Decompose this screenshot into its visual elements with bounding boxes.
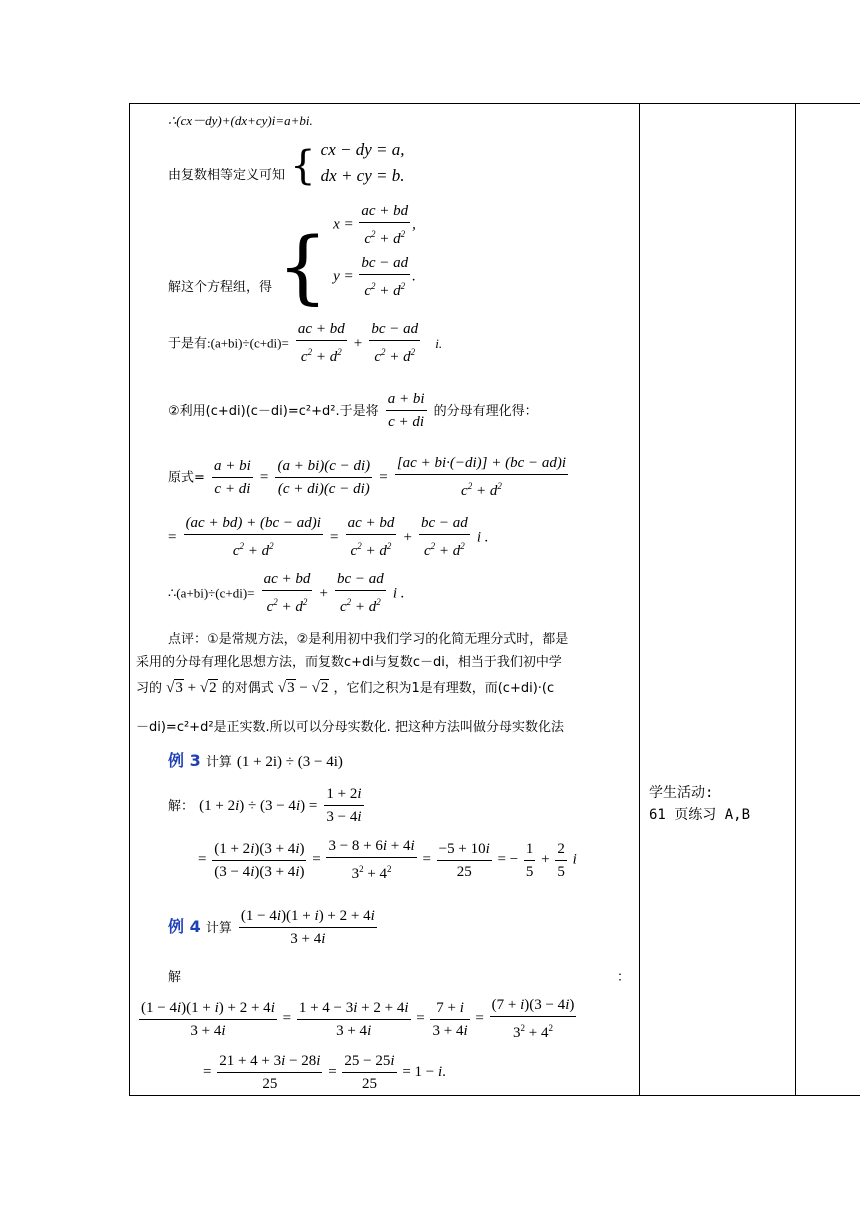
student-activity-exercise: 61 页练习 A,B: [649, 807, 751, 823]
comment-3b: 的对偶式: [221, 681, 274, 696]
solution-4-line-1: $\frac{(1 - 4i)(1 + i) + 2 + 4i}{3 + 4i}$ = $\frac{1 + 4 - 3i + 2 + 4i}{3 + 4i}$ = $\frac{7 + i}{3 + 4i}$ = $\frac{(7 + i)(3 - 4i)}{3^2 + 4^2}$: [137, 994, 578, 1044]
result-line-2: ∴(a+bi)÷(c+di)= $\frac{ac + bd}{c^2 + d^2}$ + $\frac{bc - ad}{c^2 + d^2}$ i .: [168, 568, 405, 618]
table-top-border: [129, 103, 860, 104]
equal-definition-line: [168, 137, 405, 189]
expand-line: = $\frac{(ac + bd) + (bc - ad)i}{c^2 + d^2}$ = $\frac{ac + bd}{c^2 + d^2}$ + $\frac{bc - ad}{c^2 + d^2}$ i .: [168, 512, 489, 562]
solution-4-line-2: = $\frac{21 + 4 + 3i - 28i}{25}$ = $\frac{25 - 25i}{25}$ = 1 − i.: [203, 1050, 446, 1095]
line-6-prefix: 原式=: [168, 470, 205, 486]
example-3-text: 计算: [205, 755, 232, 770]
example-4: 例 4 计算 $\frac{(1 - 4i)(1 + i) + 2 + 4i}{3 + 4i}$: [168, 905, 379, 950]
line-5-text-b: 的分母有理化得：: [433, 404, 538, 419]
line-4-prefix: 于是有:(a+bi)÷(c+di)=: [168, 335, 289, 351]
example-4-label: 例 4: [168, 917, 201, 936]
example-4-text: 计算: [205, 921, 232, 936]
line-3-prefix: 解这个方程组，得: [168, 280, 273, 295]
solution-3-line-2: = $\frac{(1 + 2i)(3 + 4i)}{(3 - 4i)(3 + 4i)}$ = $\frac{3 - 8 + 6i + 4i}{3^2 + 4^2}$ = $\frac{-5 + 10i}{25}$ = − $\frac{1}{5}$ + $\frac{2}{5}$ i: [198, 835, 577, 885]
line-2-prefix: 由复数相等定义可知: [168, 167, 286, 183]
table-left-border: [129, 103, 130, 1096]
line-therefore-1: ∴(cx－dy)+(dx+cy)i=a+bi.: [168, 113, 313, 128]
system-eq-1: cx − dy = a,: [320, 140, 405, 159]
student-activity-title: 学生活动:: [649, 785, 714, 801]
comment-line-3: 习的 √3 + √2 的对偶式 √3 − √2 ，它们之积为1是有理数，而(c+di)·(c: [136, 680, 555, 696]
system-brace: {: [290, 143, 316, 189]
solution-3-line-1: 解： (1 + 2i) ÷ (3 − 4i) = $\frac{1 + 2i}{3 - 4i}$: [168, 783, 366, 828]
student-activity: [649, 782, 750, 826]
example-3: [168, 748, 343, 771]
solution-brace: {: [277, 220, 329, 313]
solve-system-line: $_{解这个方程组,得}$ { x = $\frac{ac + bd}{c^2 + d^2}$ , y = $\frac{bc - ad}{c^2 + d^2}$ .: [168, 200, 416, 302]
comment-3a: 习的: [136, 681, 163, 696]
comment-line-1: 点评：①是常规方法，②是利用初中我们学习的化简无理分式时，都是: [168, 632, 569, 647]
solution-3-prefix: 解：: [168, 799, 195, 814]
example-3-expr: (1 + 2i) ÷ (3 − 4i): [236, 754, 343, 770]
original-expr-line: 原式= $\frac{a + bi}{c + di}$ = $\frac{(a + bi)(c - di)}{(c + di)(c - di)}$ = $\frac{[ac + bi\cdot(-di)] + (bc - ad)i}{c^2 + d^2}$: [168, 452, 570, 502]
comment-3c: ，它们之积为1是有理数，而(c+di)·(c: [333, 681, 555, 696]
rationalize-line: ②利用(c+di)(c－di)=c²+d².于是将 $\frac{a + bi}{c + di}$ 的分母有理化得：: [168, 388, 538, 433]
example-3-label: 例 3: [168, 751, 201, 770]
table-right-border: [795, 103, 796, 1096]
solution-4-colon: ：: [617, 970, 631, 985]
comment-line-2: 采用的分母有理化思想方法，而复数c+di与复数c－di，相当于我们初中学: [136, 655, 562, 670]
line-8-prefix: ∴(a+bi)÷(c+di)=: [168, 585, 255, 601]
table-mid-border: [639, 103, 640, 1096]
line-5-text-a: ②利用(c+di)(c－di)=c²+d².于是将: [168, 404, 379, 419]
solution-4-prefix: 解: [168, 970, 182, 985]
system-eq-2: dx + cy = b.: [320, 166, 405, 185]
table-bottom-border: [129, 1095, 860, 1096]
result-line-1: 于是有:(a+bi)÷(c+di)= $\frac{ac + bd}{c^2 + d^2}$ + $\frac{bc - ad}{c^2 + d^2}$ i.: [168, 318, 442, 368]
comment-line-4: －di)=c²+d²是正实数.所以可以分母实数化. 把这种方法叫做分母实数化法: [136, 720, 564, 735]
